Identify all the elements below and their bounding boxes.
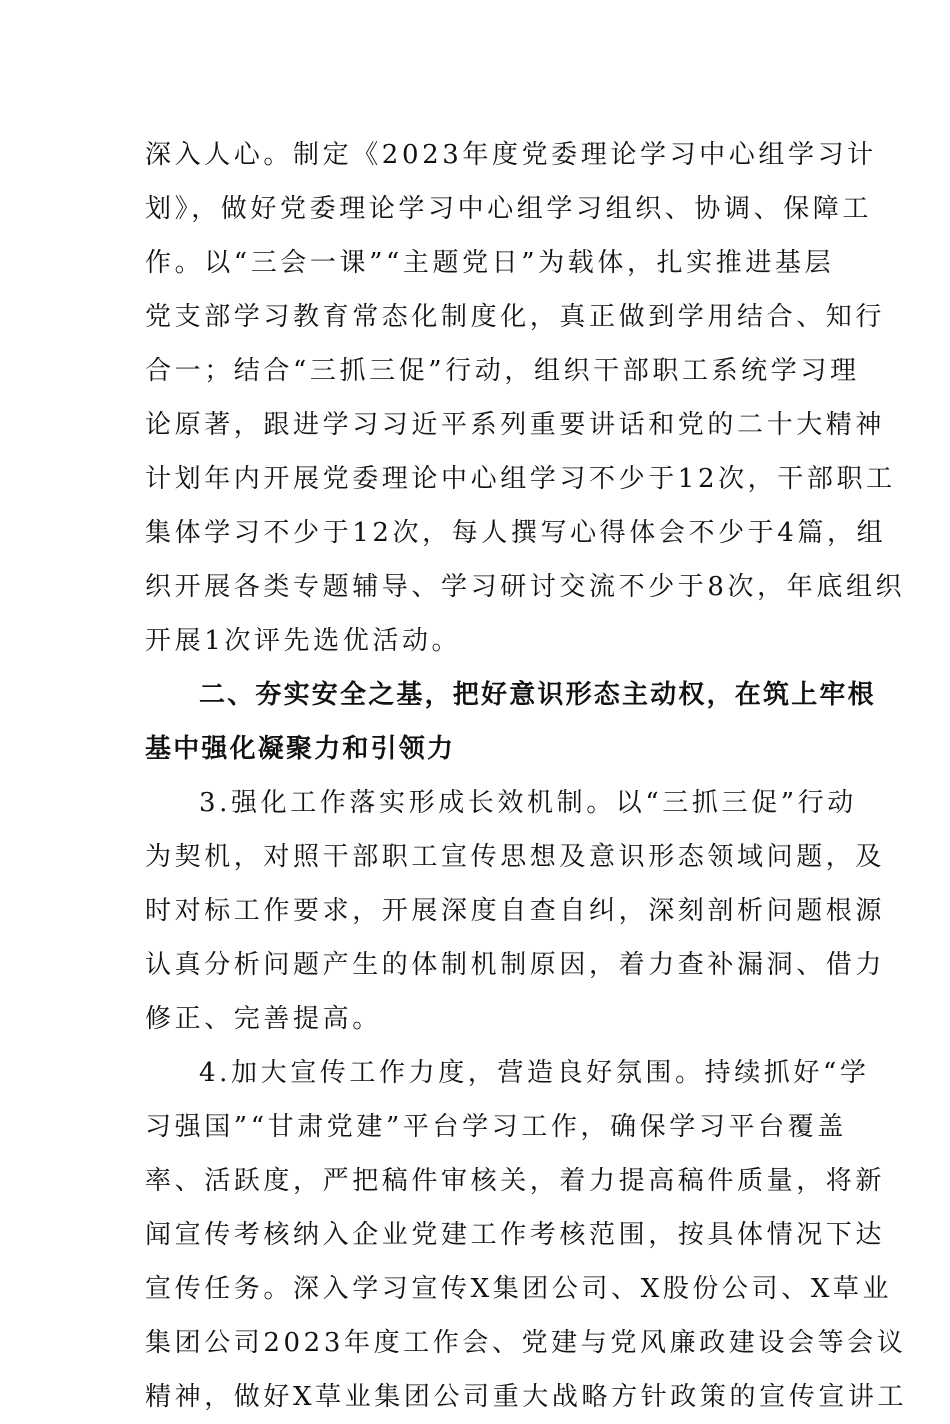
text-line: 集团公司2023年度工作会、党建与党风廉政建设会等会议: [145, 1328, 907, 1358]
text-line: 修正、完善提高。: [145, 1004, 382, 1034]
text-line: 划》，做好党委理论学习中心组学习组织、协调、保障工: [145, 194, 873, 224]
text-line: 4.加大宣传工作力度，营造良好氛围。持续抓好“学: [199, 1058, 870, 1088]
text-line: 论原著，跟进学习习近平系列重要讲话和党的二十大精神: [145, 410, 886, 440]
text-line: 集体学习不少于12次，每人撰写心得体会不少于4篇，组: [145, 518, 887, 548]
text-line: 为契机，对照干部职工宣传思想及意识形态领域问题，及: [145, 842, 886, 872]
text-line: 宣传任务。深入学习宣传X集团公司、X股份公司、X草业: [145, 1274, 893, 1304]
text-line: 闻宣传考核纳入企业党建工作考核范围，按具体情况下达: [145, 1220, 886, 1250]
text-line: 计划年内开展党委理论中心组学习不少于12次，干部职工: [145, 464, 896, 494]
document-body: [145, 128, 908, 1424]
paragraph-study-plan: [145, 128, 906, 668]
text-line: 织开展各类专题辅导、学习研讨交流不少于8次，年底组织: [145, 572, 906, 602]
heading-line: 基中强化凝聚力和引领力: [145, 734, 456, 764]
text-line: 认真分析问题产生的体制机制原因，着力查补漏洞、借力: [145, 950, 886, 980]
text-line: 党支部学习教育常态化制度化，真正做到学用结合、知行: [145, 302, 886, 332]
text-line: 精神，做好X草业集团公司重大战略方针政策的宣传宣讲工: [145, 1382, 908, 1412]
text-line: 开展1次评先选优活动。: [145, 626, 462, 656]
section-heading: [145, 668, 876, 776]
text-line: 3.强化工作落实形成长效机制。以“三抓三促”行动: [199, 788, 857, 818]
text-line: 率、活跃度，严把稿件审核关，着力提高稿件质量，将新: [145, 1166, 886, 1196]
paragraph-item-3: [145, 776, 886, 1046]
paragraph-item-4: [145, 1046, 908, 1424]
text-line: 作。以“三会一课”“主题党日”为载体，扎实推进基层: [145, 248, 835, 278]
text-line: 习强国”“甘肃党建”平台学习工作，确保学习平台覆盖: [145, 1112, 847, 1142]
text-line: 合一；结合“三抓三促”行动，组织干部职工系统学习理: [145, 356, 860, 386]
text-line: 深入人心。制定《2023年度党委理论学习中心组学习计: [145, 140, 877, 170]
text-line: 时对标工作要求，开展深度自查自纠，深刻剖析问题根源: [145, 896, 886, 926]
heading-line: 二、夯实安全之基，把好意识形态主动权，在筑上牢根: [199, 680, 876, 710]
